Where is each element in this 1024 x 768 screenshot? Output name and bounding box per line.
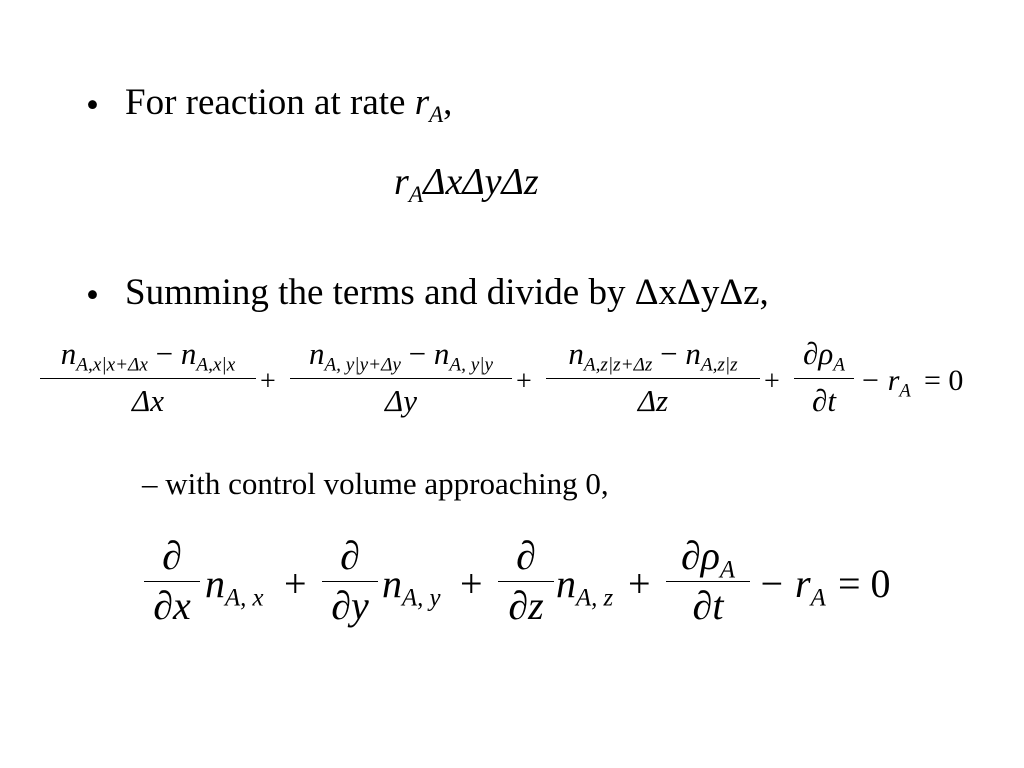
eq2-t3-n-a-sub: A,z|z+Δz bbox=[583, 354, 653, 376]
eq2-t2-n-a: n bbox=[308, 336, 325, 371]
eq3-d-dy bbox=[322, 532, 378, 629]
eq3-minus-r-sub: A bbox=[810, 584, 826, 612]
eq2-minus-r-sub: A bbox=[899, 380, 911, 402]
rate-variable-subscript: A bbox=[429, 102, 444, 128]
eq3-reaction bbox=[758, 560, 826, 612]
eq2-plus-3: + bbox=[764, 366, 780, 397]
eq3-n3-sub: A, z bbox=[576, 584, 614, 612]
eq1-volume: ΔxΔyΔz bbox=[423, 161, 539, 203]
eq3-d3-num: ∂ bbox=[516, 533, 536, 578]
eq2-t1-n-b-sub: A,x|x bbox=[196, 354, 236, 376]
bullet-1-dot: • bbox=[86, 85, 99, 126]
eq2-t4-den: ∂t bbox=[812, 383, 836, 418]
bullet-2-dot: • bbox=[86, 275, 99, 316]
eq2-t1-minus: − bbox=[155, 336, 174, 371]
eq3-d-rho-dt bbox=[666, 532, 750, 629]
eq2-t4-num-sub: A bbox=[833, 354, 845, 376]
eq3-n1-var: n bbox=[205, 561, 225, 606]
eq2-t2-n-b-sub: A, y|y bbox=[449, 354, 494, 376]
eq3-d-dx bbox=[144, 532, 200, 629]
eq2-t3-den: Δz bbox=[637, 383, 669, 418]
eq2-t3-minus: − bbox=[660, 336, 678, 371]
eq3-d4-num: ∂ρ bbox=[680, 533, 720, 578]
eq3-n3-var: n bbox=[556, 561, 576, 606]
eq3-plus-2: + bbox=[460, 561, 483, 606]
eq3-equals-zero: = 0 bbox=[838, 561, 891, 606]
eq2-t1-n-a: n bbox=[60, 336, 77, 371]
eq2-t1-n-b: n bbox=[180, 336, 197, 371]
eq3-n3 bbox=[556, 560, 614, 612]
eq2-t1-n-a-sub: A,x|x+Δx bbox=[76, 354, 148, 376]
eq2-minus-r: − r bbox=[860, 364, 900, 397]
eq3-d2-den: ∂y bbox=[331, 583, 369, 628]
eq3-n2 bbox=[382, 560, 441, 612]
eq3-d-dz bbox=[498, 532, 554, 629]
eq1-r: r bbox=[394, 161, 409, 203]
eq2-t3-n-b: n bbox=[685, 336, 701, 371]
eq3-n2-var: n bbox=[382, 561, 402, 606]
eq3-d4-num-sub: A bbox=[719, 556, 736, 584]
eq2-t2-n-b: n bbox=[433, 336, 450, 371]
eq2-t3-n-b-sub: A,z|z bbox=[700, 354, 738, 376]
bullet-1-comma: , bbox=[443, 82, 453, 123]
eq3-n1-sub: A, x bbox=[225, 584, 264, 612]
sub-bullet-dash: – bbox=[142, 466, 158, 501]
sub-bullet-text: with control volume approaching 0, bbox=[165, 466, 609, 501]
bullet-2-text: Summing the terms and divide by ΔxΔyΔz, bbox=[125, 272, 769, 313]
eq2-t1-den: Δx bbox=[132, 383, 164, 418]
eq3-d1-num: ∂ bbox=[162, 533, 182, 578]
eq3-plus-1: + bbox=[284, 561, 307, 606]
eq3-plus-3: + bbox=[628, 561, 651, 606]
eq3-n1 bbox=[205, 560, 264, 612]
eq3-d4-den: ∂t bbox=[692, 583, 724, 628]
eq2-plus-2: + bbox=[516, 366, 532, 397]
eq2-plus-1: + bbox=[260, 366, 276, 397]
eq2-t2-n-a-sub: A, y|y+Δy bbox=[324, 354, 401, 376]
eq2-t4-num: ∂ρ bbox=[803, 336, 834, 371]
eq2-t2-den: Δy bbox=[385, 383, 417, 418]
rate-variable: r bbox=[414, 82, 430, 123]
eq2-t2-minus: − bbox=[408, 336, 427, 371]
eq3-d2-num: ∂ bbox=[340, 533, 360, 578]
eq3-d1-den: ∂x bbox=[153, 583, 191, 628]
eq3-n2-sub: A, y bbox=[402, 584, 441, 612]
eq3-minus-r: − r bbox=[758, 561, 811, 606]
bullet-1-label: For reaction at rate bbox=[125, 82, 415, 123]
eq1-r-subscript: A bbox=[408, 182, 424, 209]
eq2-equals-zero: = 0 bbox=[924, 364, 964, 397]
eq3-d3-den: ∂z bbox=[508, 583, 544, 628]
eq2-t3-n-a: n bbox=[568, 336, 584, 371]
